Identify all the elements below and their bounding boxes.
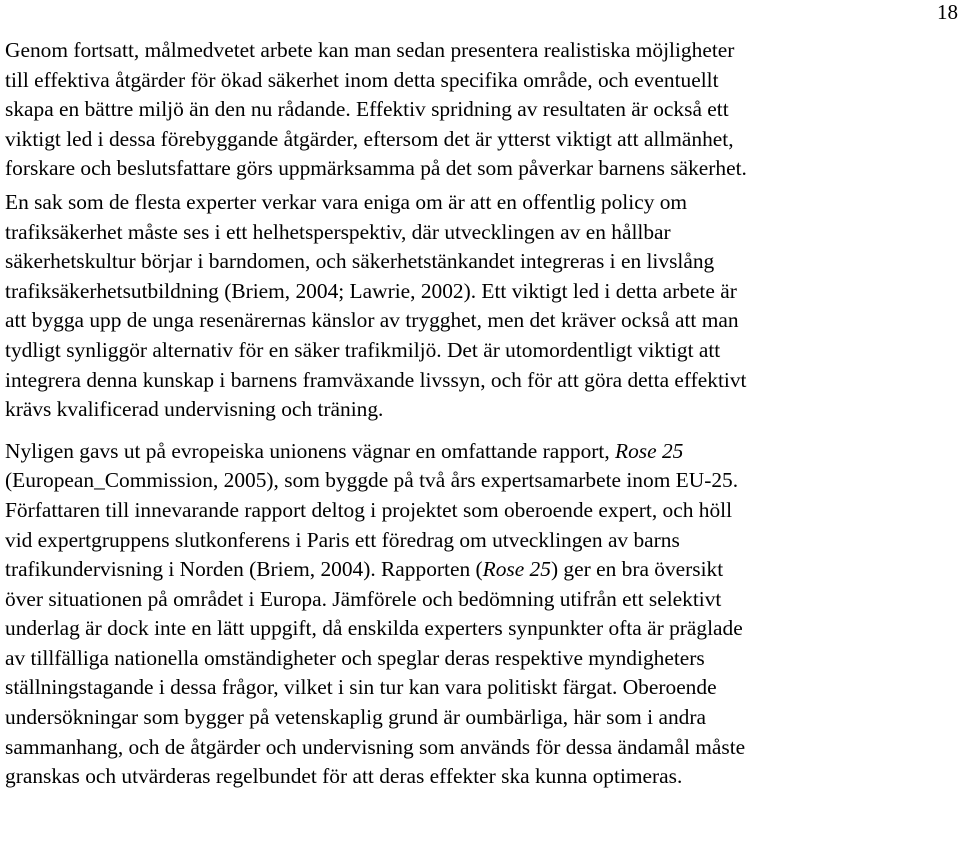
text-line: sammanhang, och de åtgärder och undervisning som används för dessa ändamål måste bbox=[5, 734, 746, 759]
text-line: granskas och utvärderas regelbundet för att deras effekter ska kunna optimeras. bbox=[5, 764, 683, 789]
text-segment: Nyligen gavs ut på evropeiska unionens vägnar en omfattande rapport, bbox=[5, 438, 616, 463]
text-line: viktigt led i dessa förebyggande åtgärder, eftersom det är ytterst viktigt att allmänhet, bbox=[5, 126, 734, 151]
paragraph-1 bbox=[5, 36, 960, 184]
text-line: att bygga upp de unga resenärernas känslor av trygghet, men det kräver också att man bbox=[5, 308, 739, 333]
text-segment: trafikundervisning i Norden (Briem, 2004). Rapporten ( bbox=[5, 557, 483, 582]
text-line: säkerhetskultur börjar i barndomen, och säkerhetstänkandet integreras i en livslång bbox=[5, 249, 715, 274]
text-line: forskare och beslutsfattare görs uppmärksamma på det som påverkar barnens säkerhet. bbox=[5, 156, 747, 181]
italic-title: Rose 25 bbox=[482, 557, 551, 582]
text-line: av tillfälliga nationella omständigheter och speglar deras respektive myndigheters bbox=[5, 645, 705, 670]
text-line: trafiksäkerhetsutbildning (Briem, 2004; Lawrie, 2002). Ett viktigt led i detta arbete är bbox=[5, 278, 737, 303]
text-line: skapa en bättre miljö än den nu rådande. Effektiv spridning av resultaten är också ett bbox=[5, 97, 729, 122]
text-line: ställningstagande i dessa frågor, vilket i sin tur kan vara politiskt färgat. Oberoende bbox=[5, 675, 717, 700]
text-line: vid expertgruppens slutkonferens i Paris ett föredrag om utvecklingen av barns bbox=[5, 527, 680, 552]
page-number: 18 bbox=[937, 0, 958, 24]
text-line bbox=[5, 555, 960, 585]
paragraph-3 bbox=[5, 437, 960, 792]
text-line: trafiksäkerhet måste ses i ett helhetsperspektiv, där utvecklingen av en hållbar bbox=[5, 219, 671, 244]
italic-title: Rose 25 bbox=[615, 438, 684, 463]
text-line: underlag är dock inte en lätt uppgift, då enskilda experters synpunkter ofta är präglade bbox=[5, 616, 743, 641]
text-segment: ) ger en bra översikt bbox=[550, 557, 724, 582]
text-line: En sak som de flesta experter verkar vara eniga om är att en offentlig policy om bbox=[5, 189, 688, 214]
text-line: (European_Commission, 2005), som byggde på två års expertsamarbete inom EU-25. bbox=[5, 468, 739, 493]
document-body bbox=[5, 36, 960, 792]
text-line: tydligt synliggör alternativ för en säker trafikmiljö. Det är utomordentligt viktigt att bbox=[5, 337, 721, 362]
text-line: Genom fortsatt, målmedvetet arbete kan man sedan presentera realistiska möjligheter bbox=[5, 38, 735, 62]
text-line: krävs kvalificerad undervisning och träning. bbox=[5, 397, 384, 422]
text-line: Författaren till innevarande rapport deltog i projektet som oberoende expert, och höll bbox=[5, 497, 733, 522]
text-line: till effektiva åtgärder för ökad säkerhet inom detta specifika område, och eventuellt bbox=[5, 67, 719, 92]
text-line: integrera denna kunskap i barnens framväxande livssyn, och för att göra detta effektivt bbox=[5, 367, 747, 392]
text-line: över situationen på området i Europa. Jämförele och bedömning utifrån ett selektivt bbox=[5, 586, 722, 611]
paragraph-2 bbox=[5, 188, 960, 425]
text-line bbox=[5, 437, 960, 467]
text-line: undersökningar som bygger på vetenskaplig grund är oumbärliga, här som i andra bbox=[5, 705, 706, 730]
